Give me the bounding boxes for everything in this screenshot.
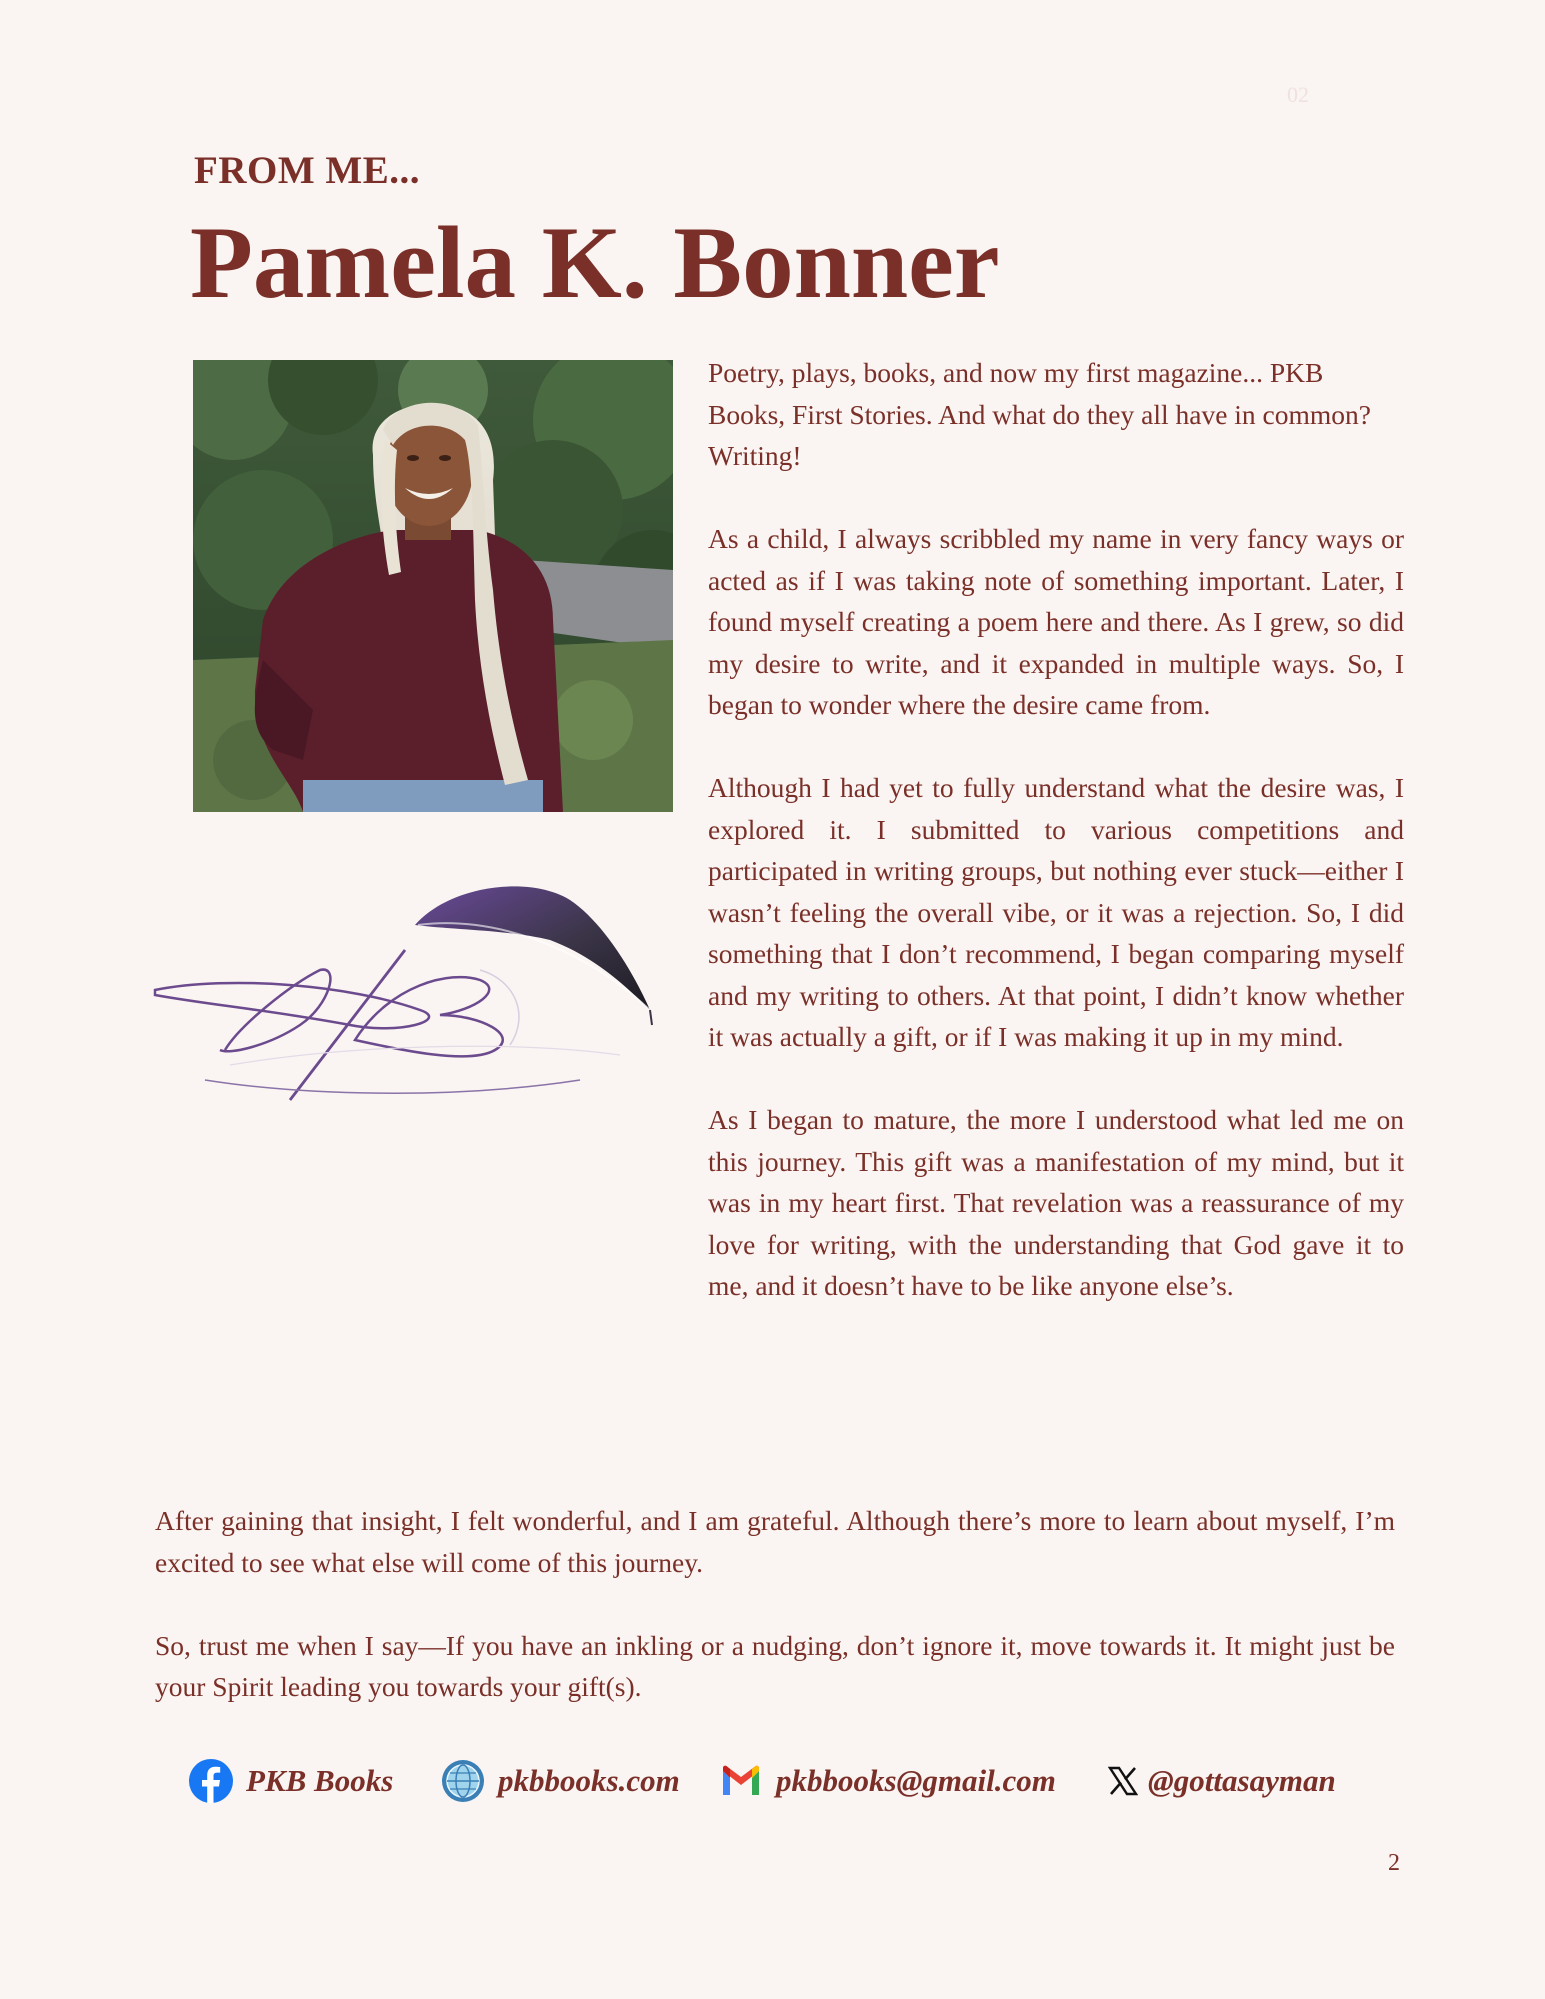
globe-icon	[440, 1758, 486, 1804]
letter-paragraph-3: Although I had yet to fully understand what the desire was, I explored it. I submitted to various competitions and participated in writing groups, but nothing ever stuck—either I wasn’t feeling the overall vibe, or it was a rejection. So, I did something that I don’t recommend, I began comparing myself and my writing to others. At that point, I didn’t know whether it was actually a gift, or if I was making it up in my mind.	[708, 772, 1404, 1052]
contact-links	[188, 1756, 1368, 1806]
page-number: 2	[1388, 1850, 1400, 1876]
letter-paragraph-1: Poetry, plays, books, and now my first magazine... PKB Books, First Stories. And what do they all have in common? Writing!	[708, 357, 1371, 471]
contact-facebook-label: PKB Books	[246, 1763, 394, 1798]
letter-column	[708, 352, 1404, 1348]
letter-paragraph-2: As a child, I always scribbled my name in very fancy ways or acted as if I was taking note of something important. Later, I found myself creating a poem here and there. As I grew, so did my desire to write, and it expanded in multiple ways. So, I began to wonder where the desire came from.	[708, 523, 1404, 720]
pkb-signature-logo	[150, 875, 660, 1115]
section-kicker: FROM ME...	[194, 149, 420, 192]
faint-page-number: 02	[1287, 82, 1309, 107]
letter-closing	[155, 1500, 1395, 1749]
facebook-icon	[188, 1758, 234, 1804]
letter-paragraph-4: As I began to mature, the more I understood what led me on this journey. This gift was a manifestation of my mind, but it was in my heart first. That revelation was a reassurance of my love for writing, with the understanding that God gave it to me, and it doesn’t have to be like anyone else’s.	[708, 1104, 1404, 1301]
letter-paragraph-6: So, trust me when I say—If you have an inkling or a nudging, don’t ignore it, move towards it. It might just be your Spirit leading you towards your gift(s).	[155, 1629, 1395, 1702]
contact-x[interactable]	[1100, 1756, 1336, 1806]
contact-website[interactable]	[440, 1756, 680, 1806]
contact-email-label: pkbbooks@gmail.com	[776, 1763, 1056, 1798]
contact-website-label: pkbbooks.com	[498, 1763, 680, 1798]
gmail-icon	[718, 1758, 764, 1804]
letter-paragraph-5: After gaining that insight, I felt wonderful, and I am grateful. Although there’s more to learn about myself, I’m excited to see what else will come of this journey.	[155, 1505, 1395, 1578]
contact-email[interactable]	[718, 1756, 1056, 1806]
author-name-heading: Pamela K. Bonner	[190, 206, 1000, 320]
contact-facebook[interactable]	[188, 1756, 393, 1806]
contact-x-label: @gottasayman	[1148, 1763, 1336, 1798]
x-icon	[1100, 1758, 1146, 1804]
author-photo	[193, 360, 673, 812]
